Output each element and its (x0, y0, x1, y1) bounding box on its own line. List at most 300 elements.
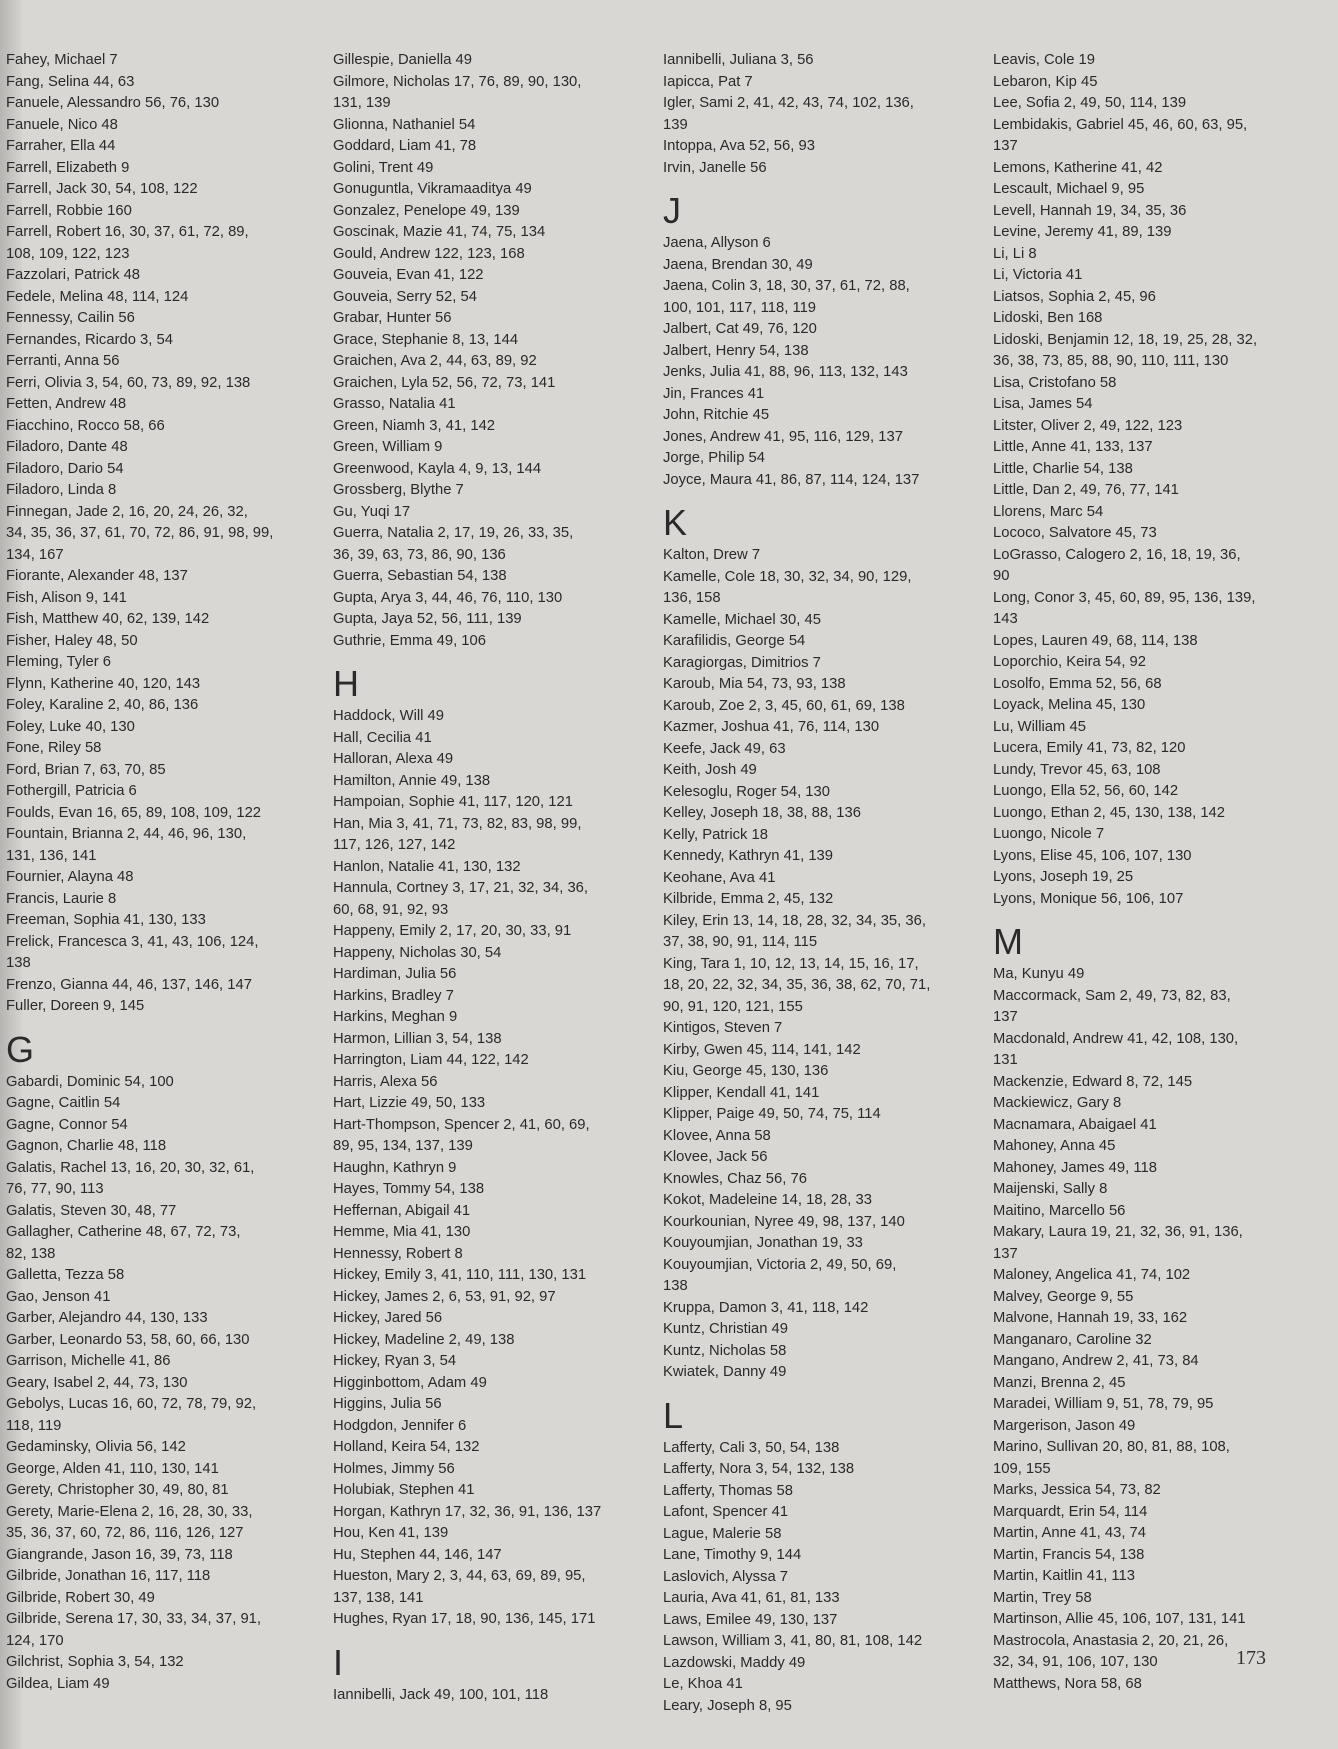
index-entry: Karoub, Zoe 2, 3, 45, 60, 61, 69, 138 (663, 697, 905, 714)
index-entry: 137, 138, 141 (333, 1589, 424, 1606)
index-entry: Macnamara, Abaigael 41 (993, 1116, 1157, 1133)
index-column-4 (993, 50, 1293, 1695)
index-entry: 34, 35, 36, 37, 61, 70, 72, 86, 91, 98, 99, (6, 525, 274, 541)
index-entry: 36, 38, 73, 85, 88, 90, 110, 111, 130 (993, 353, 1229, 369)
index-entry: Iapicca, Pat 7 (663, 73, 753, 90)
index-entry: Grace, Stephanie 8, 13, 144 (333, 331, 519, 348)
index-entry: 117, 126, 127, 142 (333, 837, 456, 853)
index-entry: Kuntz, Nicholas 58 (663, 1342, 787, 1359)
index-entry: Klipper, Kendall 41, 141 (663, 1084, 820, 1101)
index-entry: Gupta, Arya 3, 44, 46, 76, 110, 130 (333, 589, 563, 606)
index-entry: Kilbride, Emma 2, 45, 132 (663, 891, 834, 907)
index-entry: Le, Khoa 41 (663, 1676, 743, 1692)
index-entry: Maijenski, Sally 8 (993, 1181, 1108, 1197)
index-entry: Liatsos, Sophia 2, 45, 96 (993, 288, 1156, 305)
index-entry: Finnegan, Jade 2, 16, 20, 24, 26, 32, (6, 503, 248, 520)
index-entry: Kiley, Erin 13, 14, 18, 28, 32, 34, 35, 36, (663, 912, 926, 929)
index-entry: Little, Anne 41, 133, 137 (993, 439, 1153, 455)
index-entry: Jenks, Julia 41, 88, 96, 113, 132, 143 (663, 364, 908, 380)
index-entry: Hickey, Ryan 3, 54 (333, 1353, 457, 1369)
index-entry: Iannibelli, Jack 49, 100, 101, 118 (333, 1686, 549, 1703)
index-entry: Jalbert, Henry 54, 138 (663, 342, 809, 359)
index-entry: Hu, Stephen 44, 146, 147 (333, 1546, 502, 1563)
index-entry: Gebolys, Lucas 16, 60, 72, 78, 79, 92, (6, 1396, 257, 1412)
index-entry: Hampoian, Sophie 41, 117, 120, 121 (333, 794, 573, 810)
index-entry: Gu, Yuqi 17 (333, 503, 411, 520)
index-entry: Hickey, James 2, 6, 53, 91, 92, 97 (333, 1288, 556, 1305)
section-letter-heading: M (993, 921, 1023, 962)
index-entry: Loporchio, Keira 54, 92 (993, 654, 1147, 670)
index-entry: Farrell, Jack 30, 54, 108, 122 (6, 181, 198, 197)
index-entry: Lopes, Lauren 49, 68, 114, 138 (993, 632, 1198, 649)
index-entry: Gilmore, Nicholas 17, 76, 89, 90, 130, (333, 73, 582, 90)
index-entry: Filadoro, Linda 8 (6, 482, 117, 498)
index-entry: Hall, Cecilia 41 (333, 729, 432, 746)
index-entry: Mahoney, James 49, 118 (993, 1159, 1157, 1176)
index-entry: Ferranti, Anna 56 (6, 353, 120, 369)
index-entry: Fennessy, Cailin 56 (6, 310, 135, 326)
index-entry: Lebaron, Kip 45 (993, 73, 1098, 90)
index-entry: Higginbottom, Adam 49 (333, 1374, 487, 1391)
index-entry: Matthews, Nora 58, 68 (993, 1675, 1142, 1692)
index-entry: Kennedy, Kathryn 41, 139 (663, 848, 834, 864)
index-entry: Mackiewicz, Gary 8 (993, 1095, 1122, 1111)
index-entry: Geary, Isabel 2, 44, 73, 130 (6, 1374, 188, 1391)
index-entry: Lescault, Michael 9, 95 (993, 181, 1145, 197)
index-entry: Keohane, Ava 41 (663, 869, 776, 886)
index-entry: Frelick, Francesca 3, 41, 43, 106, 124, (6, 933, 259, 950)
index-entry: Harrington, Liam 44, 122, 142 (333, 1052, 529, 1068)
section-letter-heading: L (663, 1394, 684, 1436)
index-entry: Hickey, Madeline 2, 49, 138 (333, 1331, 515, 1348)
index-entry: Fisher, Haley 48, 50 (6, 632, 138, 649)
index-entry: Fuller, Doreen 9, 145 (6, 998, 145, 1014)
index-entry: 90 (993, 568, 1010, 584)
index-entry: Hayes, Tommy 54, 138 (333, 1181, 485, 1197)
index-entry: Keith, Josh 49 (663, 762, 757, 778)
index-entry: Lane, Timothy 9, 144 (663, 1547, 802, 1563)
index-entry: Gonuguntla, Vikramaaditya 49 (333, 181, 532, 197)
index-entry: Mangano, Andrew 2, 41, 73, 84 (993, 1353, 1199, 1369)
index-entry: Litster, Oliver 2, 49, 122, 123 (993, 417, 1183, 434)
index-entry: Kelley, Joseph 18, 38, 88, 136 (663, 805, 861, 821)
index-entry: Fahey, Michael 7 (6, 52, 118, 68)
index-entry: 134, 167 (6, 546, 64, 563)
index-entry: 76, 77, 90, 113 (6, 1181, 104, 1197)
index-entry: Hardiman, Julia 56 (333, 966, 457, 982)
index-entry: Gabardi, Dominic 54, 100 (6, 1073, 174, 1090)
index-entry: Lundy, Trevor 45, 63, 108 (993, 761, 1161, 778)
index-entry: Lidoski, Benjamin 12, 18, 19, 25, 28, 32, (993, 331, 1258, 348)
index-entry: Haughn, Kathryn 9 (333, 1159, 457, 1176)
index-entry: 108, 109, 122, 123 (6, 245, 130, 262)
index-entry: Fanuele, Alessandro 56, 76, 130 (6, 95, 220, 111)
index-entry: Kokot, Madeleine 14, 18, 28, 33 (663, 1192, 872, 1208)
index-entry: Green, William 9 (333, 439, 443, 455)
index-entry: Kamelle, Michael 30, 45 (663, 611, 821, 628)
index-entry: Fedele, Melina 48, 114, 124 (6, 288, 189, 305)
index-entry: Golini, Trent 49 (333, 159, 434, 176)
index-entry: Leary, Joseph 8, 95 (663, 1697, 792, 1714)
index-entry: Frenzo, Gianna 44, 46, 137, 146, 147 (6, 976, 252, 993)
index-entry: Gilchrist, Sophia 3, 54, 132 (6, 1654, 184, 1670)
index-entry: Hughes, Ryan 17, 18, 90, 136, 145, 171 (333, 1611, 596, 1627)
index-entry: 138 (6, 955, 31, 971)
index-entry: Jaena, Allyson 6 (663, 235, 771, 251)
index-entry: Klovee, Jack 56 (663, 1149, 768, 1165)
index-entry: Harkins, Bradley 7 (333, 987, 454, 1004)
index-entry: Lyons, Elise 45, 106, 107, 130 (993, 847, 1192, 864)
index-entry: Lafont, Spencer 41 (663, 1504, 789, 1520)
index-entry: Kelesoglu, Roger 54, 130 (663, 783, 830, 800)
index-entry: Giangrande, Jason 16, 39, 73, 118 (6, 1546, 233, 1563)
index-entry: Holland, Keira 54, 132 (333, 1439, 480, 1455)
index-entry: Galatis, Rachel 13, 16, 20, 30, 32, 61, (6, 1159, 255, 1176)
index-entry: Marquardt, Erin 54, 114 (993, 1503, 1148, 1520)
index-entry: Ferri, Olivia 3, 54, 60, 73, 89, 92, 138 (6, 374, 251, 391)
index-entry: Hemme, Mia 41, 130 (333, 1224, 471, 1240)
index-entry: Lafferty, Cali 3, 50, 54, 138 (663, 1439, 840, 1456)
index-entry: Fish, Matthew 40, 62, 139, 142 (6, 611, 210, 627)
index-entry: Jin, Frances 41 (663, 385, 765, 402)
index-entry: Jaena, Brendan 30, 49 (663, 256, 813, 273)
index-entry: Fountain, Brianna 2, 44, 46, 96, 130, (6, 826, 247, 842)
index-entry: Hou, Ken 41, 139 (333, 1525, 449, 1541)
index-entry: 90, 91, 120, 121, 155 (663, 998, 803, 1015)
index-entry: 37, 38, 90, 91, 114, 115 (663, 934, 818, 950)
index-entry: Gagne, Connor 54 (6, 1116, 128, 1133)
index-entry: Francis, Laurie 8 (6, 890, 117, 907)
index-entry: Jaena, Colin 3, 18, 30, 37, 61, 72, 88, (663, 278, 910, 294)
index-entry: Farraher, Ella 44 (6, 138, 116, 154)
index-entry: Han, Mia 3, 41, 71, 73, 82, 83, 98, 99, (333, 815, 582, 832)
index-entry: Happeny, Emily 2, 17, 20, 30, 33, 91 (333, 923, 572, 939)
index-entry: Kazmer, Joshua 41, 76, 114, 130 (663, 719, 880, 735)
index-entry: Gerety, Christopher 30, 49, 80, 81 (6, 1482, 229, 1498)
index-entry: Gilbride, Serena 17, 30, 33, 34, 37, 91, (6, 1611, 262, 1627)
index-entry: 143 (993, 611, 1018, 627)
index-entry: Galletta, Tezza 58 (6, 1267, 125, 1283)
index-entry: 136, 158 (663, 590, 721, 606)
index-entry: Kiu, George 45, 130, 136 (663, 1063, 829, 1079)
index-entry: Ma, Kunyu 49 (993, 966, 1085, 982)
index-entry: Karoub, Mia 54, 73, 93, 138 (663, 676, 846, 692)
index-entry: Graichen, Ava 2, 44, 63, 89, 92 (333, 353, 537, 369)
index-entry: 131, 136, 141 (6, 847, 97, 864)
index-entry: Hamilton, Annie 49, 138 (333, 772, 491, 789)
index-entry: Lyons, Joseph 19, 25 (993, 869, 1134, 885)
index-entry: Lembidakis, Gabriel 45, 46, 60, 63, 95, (993, 116, 1248, 133)
index-entry: Irvin, Janelle 56 (663, 159, 767, 176)
index-entry: Foley, Luke 40, 130 (6, 718, 135, 735)
index-entry: Guerra, Natalia 2, 17, 19, 26, 33, 35, (333, 525, 574, 541)
index-entry: Foley, Karaline 2, 40, 86, 136 (6, 697, 199, 713)
index-entry: Gao, Jenson 41 (6, 1288, 111, 1305)
index-entry: John, Ritchie 45 (663, 407, 770, 423)
index-entry: Goddard, Liam 41, 78 (333, 138, 477, 154)
index-entry: Lafferty, Nora 3, 54, 132, 138 (663, 1461, 855, 1477)
index-entry: Mahoney, Anna 45 (993, 1138, 1116, 1154)
section-letter-heading: I (333, 1641, 344, 1683)
index-entry: Fetten, Andrew 48 (6, 396, 127, 412)
index-entry: Gagne, Caitlin 54 (6, 1095, 121, 1111)
index-entry: Marks, Jessica 54, 73, 82 (993, 1482, 1161, 1498)
index-entry: Karafilidis, George 54 (663, 633, 806, 649)
index-entry: Levine, Jeremy 41, 89, 139 (993, 224, 1172, 240)
index-entry: Kirby, Gwen 45, 114, 141, 142 (663, 1041, 861, 1058)
index-entry: Malvone, Hannah 19, 33, 162 (993, 1310, 1188, 1326)
index-entry: Fernandes, Ricardo 3, 54 (6, 331, 173, 348)
index-entry: Hennessy, Robert 8 (333, 1245, 463, 1262)
index-entry: Fazzolari, Patrick 48 (6, 267, 141, 283)
index-entry: Malvey, George 9, 55 (993, 1288, 1134, 1305)
index-entry: Hickey, Emily 3, 41, 110, 111, 130, 131 (333, 1267, 587, 1283)
index-entry: 137 (993, 1009, 1018, 1025)
page-number: 173 (1236, 1647, 1266, 1669)
index-entry: Hannula, Cortney 3, 17, 21, 32, 34, 36, (333, 880, 589, 896)
index-entry: Lyons, Monique 56, 106, 107 (993, 890, 1184, 907)
index-entry: Lafferty, Thomas 58 (663, 1482, 793, 1499)
index-entry: Halloran, Alexa 49 (333, 751, 454, 767)
index-entry: Gilbride, Jonathan 16, 117, 118 (6, 1568, 211, 1584)
section-letter-heading: K (663, 502, 688, 543)
index-entry: Igler, Sami 2, 41, 42, 43, 74, 102, 136, (663, 95, 914, 111)
index-entry: Iannibelli, Juliana 3, 56 (663, 52, 814, 68)
index-entry: Harkins, Meghan 9 (333, 1009, 458, 1025)
index-entry: Guerra, Sebastian 54, 138 (333, 568, 507, 584)
index-entry: Gonzalez, Penelope 49, 139 (333, 202, 520, 219)
index-entry: Heffernan, Abigail 41 (333, 1202, 471, 1219)
index-entry: Kalton, Drew 7 (663, 547, 761, 563)
index-entry: 82, 138 (6, 1245, 56, 1262)
index-entry: Freeman, Sophia 41, 130, 133 (6, 912, 206, 928)
index-entry: Kintigos, Steven 7 (663, 1020, 783, 1036)
index-entry: Gillespie, Daniella 49 (333, 52, 473, 68)
index-entry: Mackenzie, Edward 8, 72, 145 (993, 1073, 1193, 1090)
index-entry: Lu, William 45 (993, 718, 1086, 735)
index-entry: Intoppa, Ava 52, 56, 93 (663, 138, 815, 154)
index-entry: Garber, Alejandro 44, 130, 133 (6, 1310, 208, 1326)
index-entry: Lucera, Emily 41, 73, 82, 120 (993, 740, 1186, 756)
index-entry: Happeny, Nicholas 30, 54 (333, 944, 502, 961)
index-entry: 124, 170 (6, 1632, 64, 1649)
index-entry: Harmon, Lillian 3, 54, 138 (333, 1030, 502, 1047)
index-entry: Flynn, Katherine 40, 120, 143 (6, 675, 201, 692)
index-entry: Keefe, Jack 49, 63 (663, 740, 786, 757)
index-entry: Lidoski, Ben 168 (993, 310, 1103, 326)
index-entry: LoGrasso, Calogero 2, 16, 18, 19, 36, (993, 546, 1241, 563)
index-entry: Kouyoumjian, Jonathan 19, 33 (663, 1235, 863, 1251)
index-entry: 118, 119 (6, 1417, 62, 1434)
index-entry: Gedaminsky, Olivia 56, 142 (6, 1439, 186, 1455)
index-entry: Macdonald, Andrew 41, 42, 108, 130, (993, 1030, 1239, 1047)
index-entry: Grabar, Hunter 56 (333, 310, 452, 326)
section-letter-heading: J (663, 190, 681, 231)
index-entry: Haddock, Will 49 (333, 708, 445, 724)
index-entry: Guthrie, Emma 49, 106 (333, 632, 486, 649)
index-entry: 137 (993, 138, 1018, 154)
index-entry: Greenwood, Kayla 4, 9, 13, 144 (333, 460, 542, 477)
index-entry: Ford, Brian 7, 63, 70, 85 (6, 761, 166, 778)
index-entry: Harris, Alexa 56 (333, 1073, 438, 1090)
index-entry: Jorge, Philip 54 (663, 450, 765, 466)
index-entry: Martin, Kaitlin 41, 113 (993, 1568, 1136, 1584)
index-entry: Hanlon, Natalie 41, 130, 132 (333, 858, 521, 875)
index-entry: Lisa, James 54 (993, 396, 1093, 412)
index-entry: Li, Victoria 41 (993, 267, 1083, 283)
index-entry: Fanuele, Nico 48 (6, 116, 118, 133)
index-entry: Fone, Riley 58 (6, 740, 102, 756)
index-column-2 (333, 50, 653, 1706)
index-entry: Lague, Malerie 58 (663, 1525, 782, 1542)
index-entry: Manzi, Brenna 2, 45 (993, 1374, 1126, 1391)
index-entry: Jalbert, Cat 49, 76, 120 (663, 321, 817, 337)
index-entry: Fothergill, Patricia 6 (6, 783, 137, 799)
index-entry: Klovee, Anna 58 (663, 1127, 771, 1144)
index-entry: Kourkounian, Nyree 49, 98, 137, 140 (663, 1213, 905, 1230)
index-column-3 (663, 50, 983, 1717)
index-entry: Farrell, Robert 16, 30, 37, 61, 72, 89, (6, 224, 249, 240)
index-entry: Lawson, William 3, 41, 80, 81, 108, 142 (663, 1633, 923, 1649)
index-entry: Glionna, Nathaniel 54 (333, 116, 476, 133)
index-entry: Martinson, Allie 45, 106, 107, 131, 141 (993, 1611, 1246, 1627)
index-entry: Farrell, Elizabeth 9 (6, 159, 130, 176)
index-entry: Graichen, Lyla 52, 56, 72, 73, 141 (333, 374, 556, 391)
index-entry: George, Alden 41, 110, 130, 141 (6, 1460, 219, 1477)
index-entry: Kouyoumjian, Victoria 2, 49, 50, 69, (663, 1256, 897, 1273)
index-entry: 32, 34, 91, 106, 107, 130 (993, 1654, 1158, 1670)
index-entry: Horgan, Kathryn 17, 32, 36, 91, 136, 137 (333, 1503, 602, 1520)
index-entry: Gupta, Jaya 52, 56, 111, 139 (333, 611, 522, 627)
index-entry: Llorens, Marc 54 (993, 503, 1104, 520)
index-entry: Garber, Leonardo 53, 58, 60, 66, 130 (6, 1331, 250, 1348)
index-entry: Grasso, Natalia 41 (333, 396, 456, 412)
index-entry: Gouveia, Serry 52, 54 (333, 288, 477, 305)
index-entry: 60, 68, 91, 92, 93 (333, 901, 449, 918)
index-entry: Garrison, Michelle 41, 86 (6, 1353, 171, 1369)
index-entry: 131, 139 (333, 95, 391, 111)
index-entry: 138 (663, 1278, 688, 1294)
index-entry: Marino, Sullivan 20, 80, 81, 88, 108, (993, 1439, 1230, 1455)
index-entry: Martin, Anne 41, 43, 74 (993, 1525, 1147, 1541)
index-entry: Gildea, Liam 49 (6, 1675, 110, 1692)
index-entry: Karagiorgas, Dimitrios 7 (663, 654, 821, 671)
index-entry: Laws, Emilee 49, 130, 137 (663, 1611, 838, 1628)
index-entry: Goscinak, Mazie 41, 74, 75, 134 (333, 224, 546, 240)
index-entry: Klipper, Paige 49, 50, 74, 75, 114 (663, 1106, 881, 1122)
index-entry: 131 (993, 1052, 1018, 1068)
index-entry: Kruppa, Damon 3, 41, 118, 142 (663, 1299, 869, 1316)
index-entry: Hickey, Jared 56 (333, 1310, 443, 1326)
index-entry: Margerison, Jason 49 (993, 1417, 1136, 1434)
index-entry: Maloney, Angelica 41, 74, 102 (993, 1267, 1191, 1283)
index-entry: 18, 20, 22, 32, 34, 35, 36, 38, 62, 70, 71, (663, 977, 931, 993)
index-entry: Lisa, Cristofano 58 (993, 374, 1117, 391)
index-entry: Laslovich, Alyssa 7 (663, 1568, 789, 1585)
index-entry: 139 (663, 116, 688, 133)
section-letter-heading: H (333, 663, 359, 704)
index-entry: Lazdowski, Maddy 49 (663, 1654, 806, 1671)
index-entry: Kwiatek, Danny 49 (663, 1364, 787, 1380)
index-entry: Foulds, Evan 16, 65, 89, 108, 109, 122 (6, 804, 262, 821)
index-entry: Gerety, Marie-Elena 2, 16, 28, 30, 33, (6, 1503, 253, 1520)
index-entry: Kelly, Patrick 18 (663, 826, 768, 843)
index-entry: Fang, Selina 44, 63 (6, 73, 135, 90)
index-entry: Hueston, Mary 2, 3, 44, 63, 69, 89, 95, (333, 1568, 586, 1584)
index-entry: Grossberg, Blythe 7 (333, 482, 464, 498)
index-entry: Higgins, Julia 56 (333, 1396, 442, 1412)
index-entry: Filadoro, Dante 48 (6, 439, 128, 455)
index-entry: Hart, Lizzie 49, 50, 133 (333, 1095, 486, 1111)
index-entry: Gould, Andrew 122, 123, 168 (333, 245, 525, 262)
index-entry: Martin, Francis 54, 138 (993, 1546, 1145, 1563)
index-entry: Loyack, Melina 45, 130 (993, 697, 1146, 713)
index-entry: Gouveia, Evan 41, 122 (333, 267, 484, 283)
index-entry: Luongo, Nicole 7 (993, 826, 1105, 842)
index-entry: Fiorante, Alexander 48, 137 (6, 568, 188, 584)
index-entry: Knowles, Chaz 56, 76 (663, 1170, 807, 1187)
index-entry: Fleming, Tyler 6 (6, 654, 111, 670)
index-entry: Gagnon, Charlie 48, 118 (6, 1138, 167, 1154)
index-entry: Green, Niamh 3, 41, 142 (333, 417, 496, 434)
index-entry: Gallagher, Catherine 48, 67, 72, 73, (6, 1224, 241, 1240)
index-entry: Galatis, Steven 30, 48, 77 (6, 1202, 177, 1219)
index-entry: Kuntz, Christian 49 (663, 1321, 789, 1337)
index-entry: Joyce, Maura 41, 86, 87, 114, 124, 137 (663, 471, 920, 488)
index-entry: Lemons, Katherine 41, 42 (993, 159, 1163, 176)
index-entry: Maitino, Marcello 56 (993, 1202, 1126, 1219)
index-entry: King, Tara 1, 10, 12, 13, 14, 15, 16, 17, (663, 955, 919, 972)
index-entry: 100, 101, 117, 118, 119 (663, 299, 817, 316)
index-entry: Fish, Alison 9, 141 (6, 589, 127, 606)
index-entry: Luongo, Ethan 2, 45, 130, 138, 142 (993, 804, 1226, 821)
index-entry: Fiacchino, Rocco 58, 66 (6, 417, 165, 434)
index-entry: Gilbride, Robert 30, 49 (6, 1589, 155, 1606)
index-entry: Fournier, Alayna 48 (6, 869, 134, 885)
index-entry: Luongo, Ella 52, 56, 60, 142 (993, 783, 1179, 799)
index-entry: Hart-Thompson, Spencer 2, 41, 60, 69, (333, 1116, 590, 1133)
index-entry: 36, 39, 63, 73, 86, 90, 136 (333, 546, 506, 563)
index-entry: Leavis, Cole 19 (993, 52, 1095, 68)
index-entry: Makary, Laura 19, 21, 32, 36, 91, 136, (993, 1224, 1243, 1240)
index-entry: Mastrocola, Anastasia 2, 20, 21, 26, (993, 1632, 1229, 1649)
index-entry: Farrell, Robbie 160 (6, 202, 132, 219)
index-entry: Hodgdon, Jennifer 6 (333, 1417, 467, 1434)
index-entry: Long, Conor 3, 45, 60, 89, 95, 136, 139, (993, 589, 1256, 606)
index-entry: Martin, Trey 58 (993, 1589, 1092, 1606)
index-entry: Li, Li 8 (993, 245, 1037, 262)
index-entry: Lococo, Salvatore 45, 73 (993, 525, 1157, 541)
index-entry: Holubiak, Stephen 41 (333, 1482, 475, 1498)
index-entry: 35, 36, 37, 60, 72, 86, 116, 126, 127 (6, 1525, 244, 1541)
index-entry: 89, 95, 134, 137, 139 (333, 1138, 473, 1154)
index-entry: Maccormack, Sam 2, 49, 73, 82, 83, (993, 987, 1231, 1004)
index-column-1 (6, 50, 306, 1695)
index-entry: Lee, Sofia 2, 49, 50, 114, 139 (993, 95, 1187, 111)
index-entry: Losolfo, Emma 52, 56, 68 (993, 675, 1162, 692)
index-entry: Little, Dan 2, 49, 76, 77, 141 (993, 482, 1179, 498)
section-letter-heading: G (6, 1028, 35, 1070)
index-entry: Filadoro, Dario 54 (6, 460, 124, 477)
index-entry: Jones, Andrew 41, 95, 116, 129, 137 (663, 428, 903, 445)
index-entry: Maradei, William 9, 51, 78, 79, 95 (993, 1396, 1214, 1412)
index-entry: 137 (993, 1245, 1018, 1262)
index-entry: Little, Charlie 54, 138 (993, 460, 1133, 477)
index-entry: Holmes, Jimmy 56 (333, 1460, 455, 1477)
index-entry: Manganaro, Caroline 32 (993, 1331, 1152, 1348)
index-entry: Levell, Hannah 19, 34, 35, 36 (993, 202, 1187, 219)
index-entry: Lauria, Ava 41, 61, 81, 133 (663, 1590, 840, 1606)
